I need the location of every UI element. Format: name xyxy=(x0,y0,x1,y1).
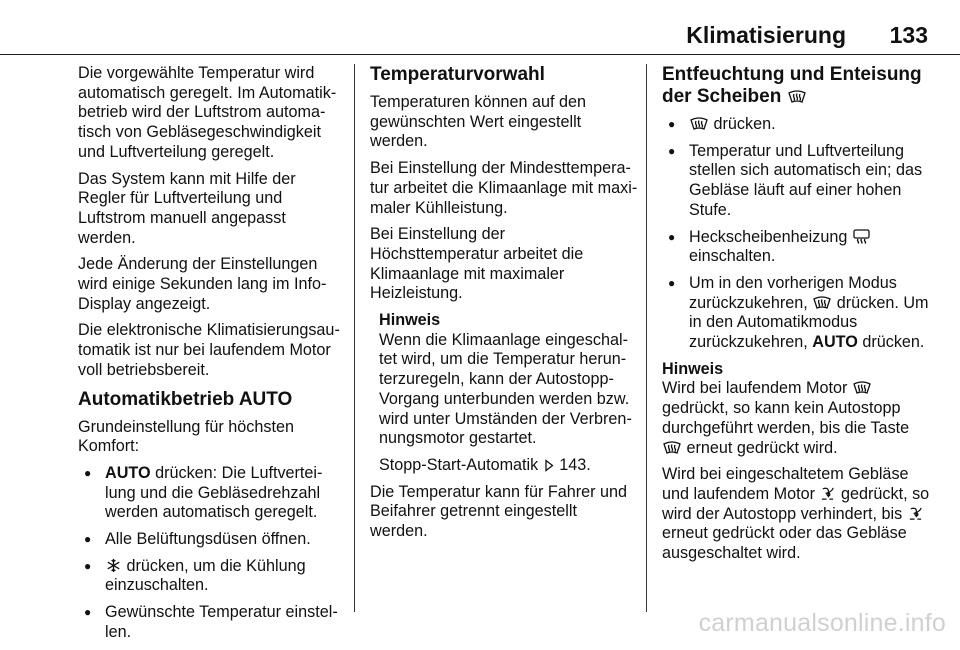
note-text-part: gedrückt, so wird der Autostopp verhindert, bis xyxy=(662,484,930,523)
page-reference-arrow-icon xyxy=(544,459,554,472)
page-number: 133 xyxy=(889,22,928,48)
reference-page: 143. xyxy=(554,455,591,474)
section-heading-temperature: Temperaturvorwahl xyxy=(370,64,545,85)
defrost-icon xyxy=(663,440,681,455)
note-text: Wenn die Klimaanlage eingeschaltet wird, um die Temperatur herunterzuregeln, kann der Autostopp-Vorgang unterbunden werden bzw. wird unter Umständen der Verbrennungsmotor gestartet. xyxy=(379,330,632,448)
paragraph: Bei Einstellung der Mindesttemperatur arbeitet die Klimaanlage mit maximaler Kühlleistung. xyxy=(370,159,638,217)
note-box xyxy=(662,360,930,564)
note-text xyxy=(662,379,930,458)
note-box xyxy=(370,311,638,476)
paragraph: Grundeinstellung für höchsten Komfort: xyxy=(78,417,294,456)
list-item-text: Gewünschte Temperatur einstellen. xyxy=(105,603,338,641)
list-item-text: Um in den vorherigen Modus zurückzukehren, xyxy=(689,273,897,312)
defrost-icon xyxy=(788,89,806,104)
paragraph: Bei Einstellung der Höchsttemperatur arbeitet die Klimaanlage mit maximaler Heizleistung. xyxy=(370,225,584,303)
list-item-text: Heckscheibenheizung xyxy=(689,227,852,246)
paragraph: Das System kann mit Hilfe der Regler für Luftverteilung und Luftstrom manuell angepasst werden. xyxy=(78,169,296,247)
note-text-part: erneut gedrückt wird. xyxy=(682,438,838,457)
paragraph: Jede Änderung der Einstellungen wird einige Sekunden lang im Info-Display angezeigt. xyxy=(78,255,327,313)
note-text xyxy=(662,465,930,564)
header-rule xyxy=(0,54,960,55)
list-item xyxy=(662,274,930,353)
watermark[interactable]: carmanualsonline.info xyxy=(698,609,946,637)
fan-icon xyxy=(820,486,835,501)
list-item-text: Alle Belüftungsdüsen öffnen. xyxy=(105,530,311,549)
rear-window-heater-icon xyxy=(853,229,870,244)
list-item xyxy=(662,142,930,221)
column-2 xyxy=(370,64,638,549)
defrost-icon xyxy=(813,295,831,310)
section-heading-defrost xyxy=(662,64,930,108)
ac-snowflake-icon xyxy=(106,558,121,573)
defrost-icon xyxy=(853,380,871,395)
column-1 xyxy=(78,64,346,650)
fan-icon xyxy=(908,506,923,521)
list-item-text: einschalten. xyxy=(689,247,776,266)
list-item-text: drücken, um die Kühlung einzuschalten. xyxy=(105,556,306,595)
note-text-part: erneut gedrückt oder das Gebläse ausgeschaltet wird. xyxy=(662,524,907,563)
reference-text: Stopp-Start-Automatik xyxy=(379,455,543,474)
heading-text: Entfeuchtung und Enteisung der Scheiben xyxy=(662,64,922,107)
list-item-text: drücken: Die Luftverteilung und die Gebläsedrehzahl werden automatisch geregelt. xyxy=(105,463,323,522)
list-item-text: Temperatur und Luftverteilung stellen sich automatisch ein; das Gebläse läuft auf einer hohen Stufe. xyxy=(689,141,923,219)
bullet-list xyxy=(662,115,930,353)
list-item-text: drücken. xyxy=(857,333,925,352)
note-reference xyxy=(379,456,638,476)
paragraph: Die elektronische Klimatisierungsautomatik ist nur bei laufendem Motor voll betriebsbereit. xyxy=(78,321,340,379)
column-divider-1 xyxy=(354,64,355,612)
list-item-text: drücken. xyxy=(709,115,776,133)
column-divider-2 xyxy=(646,64,647,612)
list-item xyxy=(78,603,346,642)
paragraph: Temperaturen können auf den gewünschten Wert eingestellt werden. xyxy=(370,93,586,151)
note-title: Hinweis xyxy=(379,311,441,330)
list-item-text: drücken. Um in den Automatikmodus zurückzukehren, xyxy=(689,293,929,352)
defrost-icon xyxy=(690,116,708,131)
bullet-list xyxy=(78,464,346,643)
auto-label: AUTO xyxy=(812,333,858,352)
paragraph: Die vorgewählte Temperatur wird automatisch geregelt. Im Automatikbetrieb wird der Luftstrom automatisch von Gebläsegeschwindigkeit und Luftverteilung geregelt. xyxy=(78,64,337,161)
column-3 xyxy=(662,64,930,571)
page-header-title: Klimatisierung xyxy=(686,22,846,48)
list-item xyxy=(78,557,346,596)
note-text-part: Wird bei laufendem Motor xyxy=(662,379,852,398)
note-text-part: gedrückt, so kann kein Autostopp durchgeführt werden, bis die Taste xyxy=(662,399,910,437)
note-text-part: Wird bei eingeschaltetem Gebläse und laufendem Motor xyxy=(662,465,909,503)
auto-label: AUTO xyxy=(105,463,151,482)
section-heading-auto-mode: Automatikbetrieb AUTO xyxy=(78,388,293,410)
paragraph: Die Temperatur kann für Fahrer und Beifahrer getrennt eingestellt werden. xyxy=(370,482,628,541)
list-item xyxy=(662,115,930,135)
list-item xyxy=(662,228,930,267)
note-title: Hinweis xyxy=(662,359,724,378)
list-item xyxy=(78,464,346,523)
list-item xyxy=(78,530,346,550)
